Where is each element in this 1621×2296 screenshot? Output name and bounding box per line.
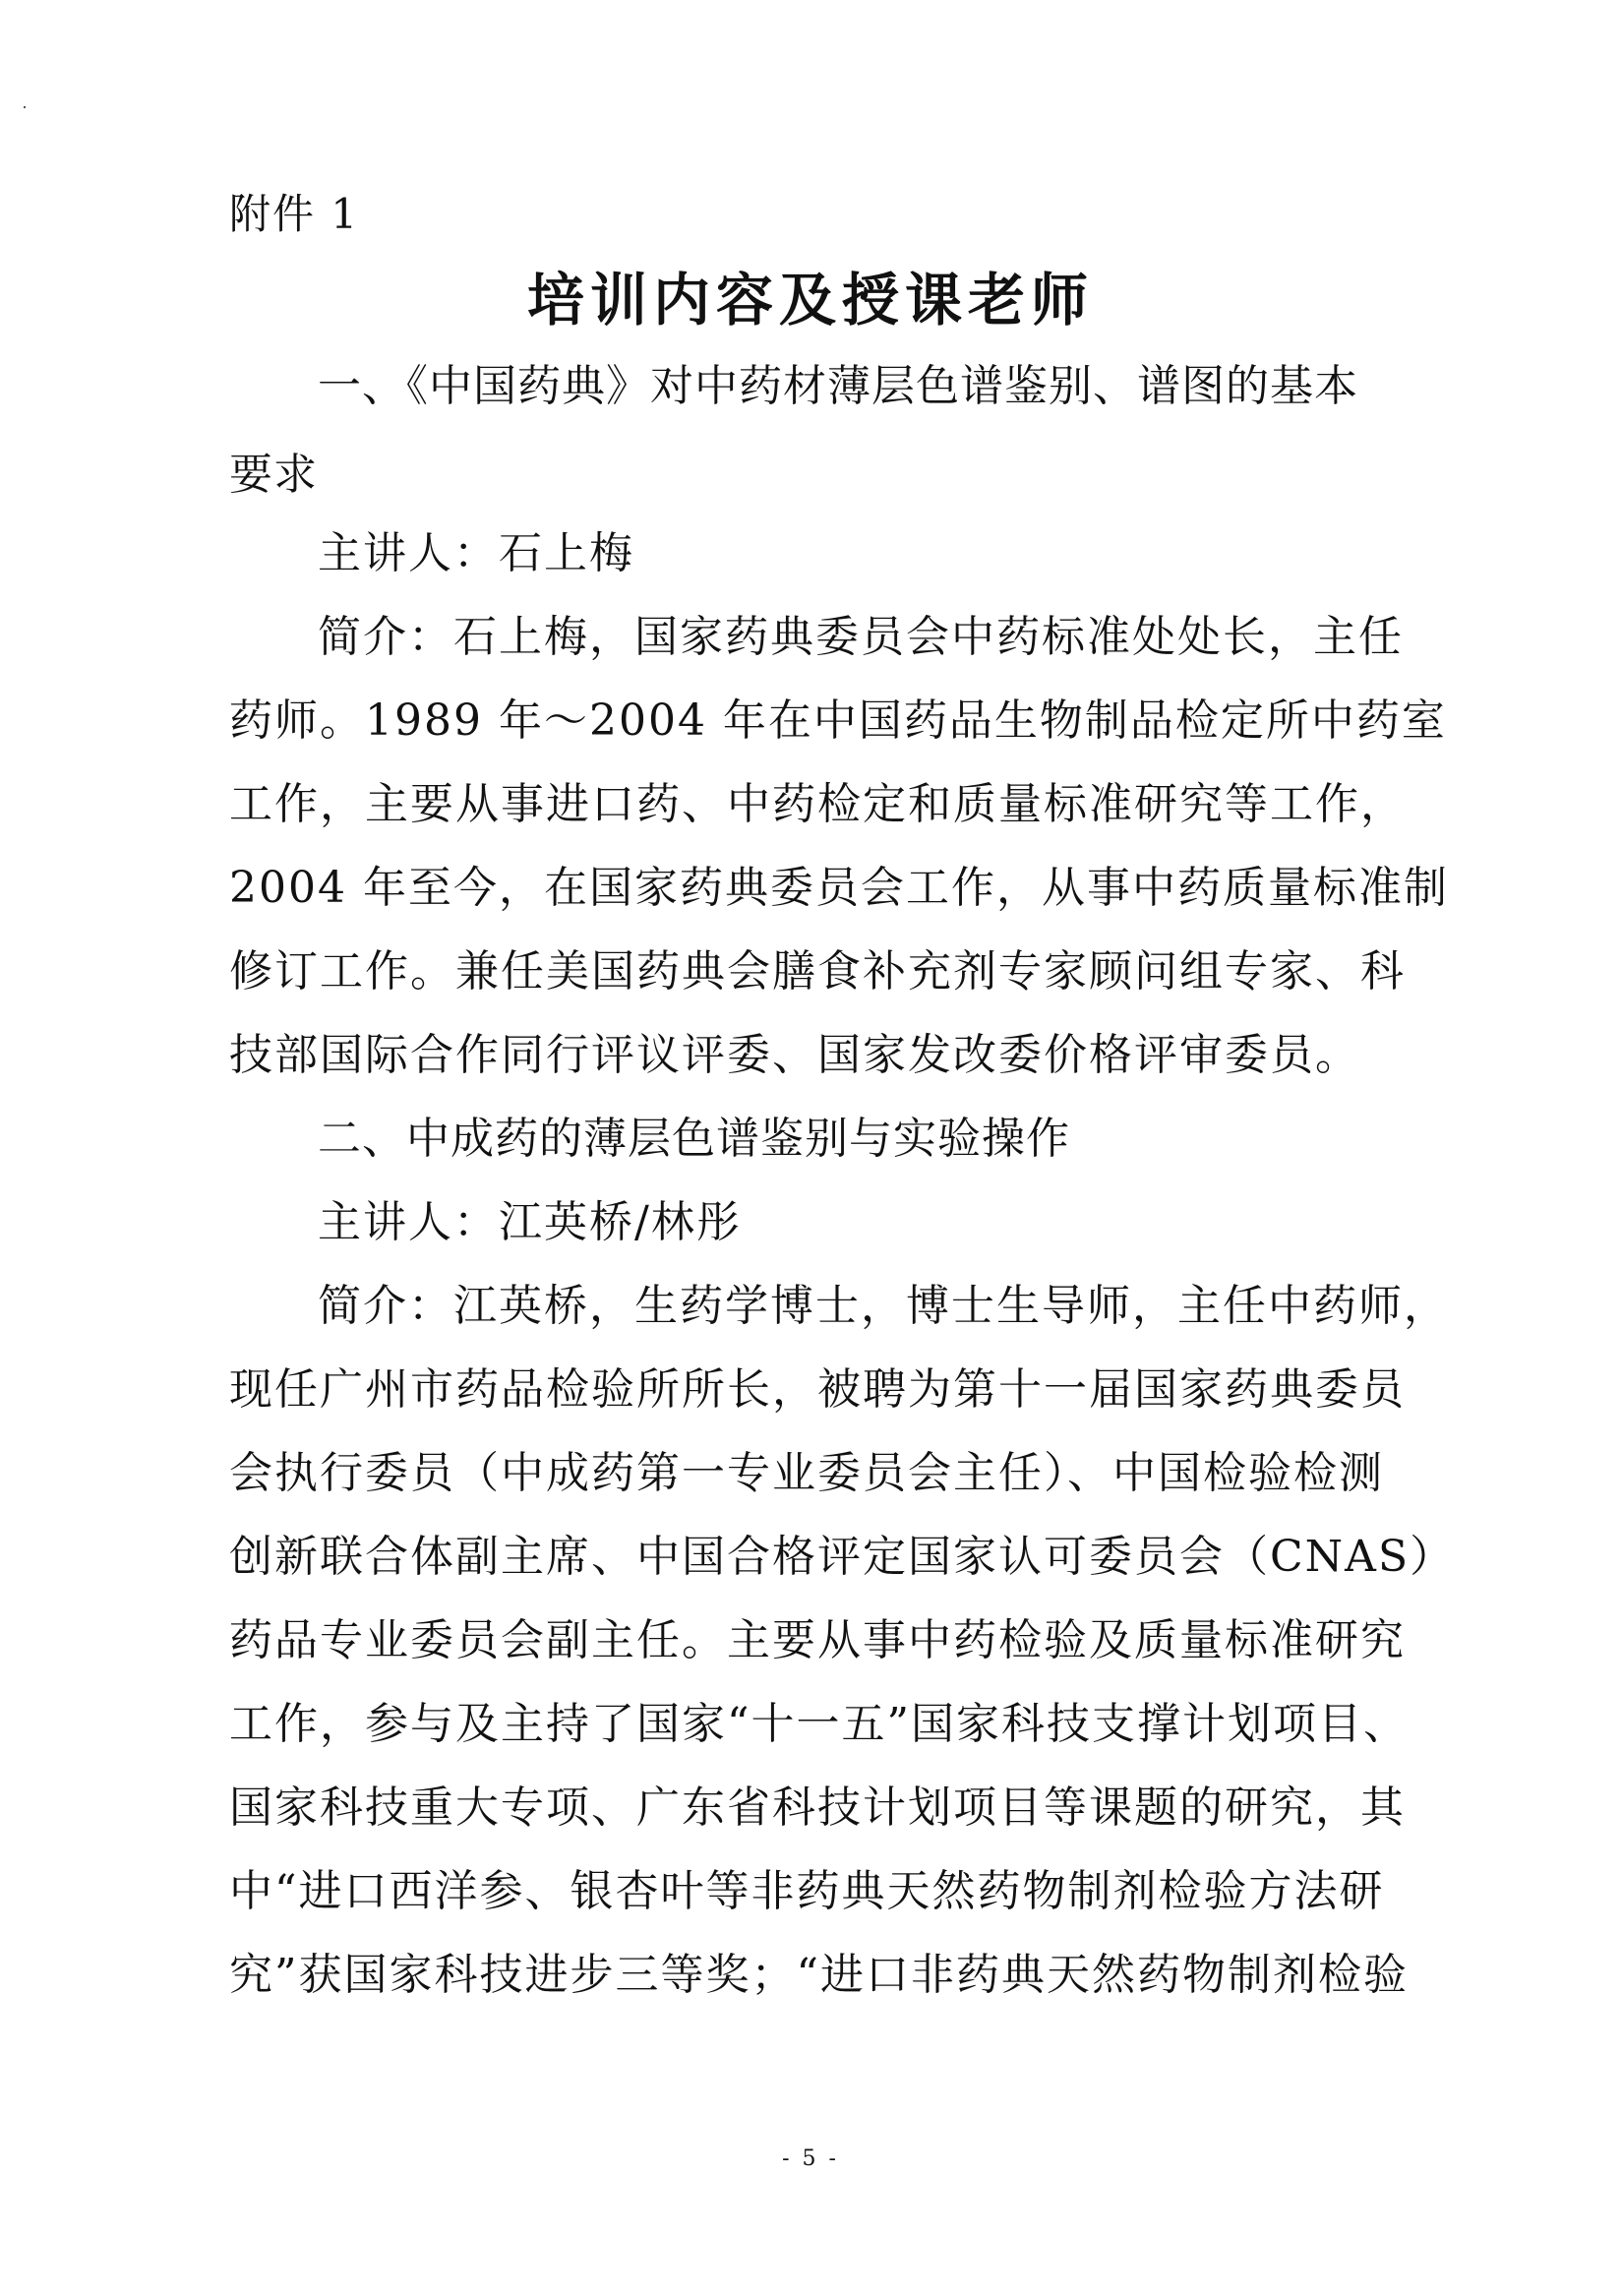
section-heading-1-cont: 要求 xyxy=(229,450,318,500)
bio-2-line-2: 现任广州市药品检验所所长，被聘为第十一届国家药典委员 xyxy=(229,1364,1406,1415)
section-heading-1: 一、《中国药典》对中药材薄层色谱鉴别、谱图的基本 xyxy=(318,361,1358,411)
bio-2-line-1: 简介：江英桥，生药学博士，博士生导师，主任中药师， xyxy=(318,1281,1449,1331)
bio-2-line-4: 创新联合体副主席、中国合格评定国家认可委员会（CNAS） xyxy=(229,1532,1456,1582)
bio-2-line-7: 国家科技重大专项、广东省科技计划项目等课题的研究，其 xyxy=(229,1782,1406,1833)
bio-1-line-6: 技部国际合作同行评议评委、国家发改委价格评审委员。 xyxy=(229,1030,1360,1080)
bio-2-line-6: 工作，参与及主持了国家“十一五”国家科技支撑计划项目、 xyxy=(229,1699,1409,1749)
bio-1-line-2: 药师。1989 年～2004 年在中国药品生物制品检定所中药室 xyxy=(229,695,1447,746)
page-number: - 5 - xyxy=(782,2146,839,2171)
bio-1-line-3: 工作，主要从事进口药、中药检定和质量标准研究等工作， xyxy=(229,779,1406,829)
bio-2-line-5: 药品专业委员会副主任。主要从事中药检验及质量标准研究 xyxy=(229,1615,1406,1665)
bio-1-line-4: 2004 年至今，在国家药典委员会工作，从事中药质量标准制 xyxy=(229,863,1449,913)
bio-1-line-5: 修订工作。兼任美国药典会膳食补充剂专家顾问组专家、科 xyxy=(229,946,1406,997)
bio-2-line-8: 中“进口西洋参、银杏叶等非药典天然药物制剂检验方法研 xyxy=(229,1866,1385,1916)
document-title: 培训内容及授课老师 xyxy=(526,267,1094,333)
lecturer-1: 主讲人：石上梅 xyxy=(318,528,634,578)
bio-2-line-9: 究”获国家科技进步三等奖；“进口非药典天然药物制剂检验 xyxy=(229,1950,1409,2000)
bio-2-line-3: 会执行委员（中成药第一专业委员会主任）、中国检验检测 xyxy=(229,1448,1384,1498)
section-heading-2: 二、中成药的薄层色谱鉴别与实验操作 xyxy=(318,1114,1070,1164)
attachment-label: 附件 1 xyxy=(229,190,360,238)
bio-1-line-1: 简介：石上梅，国家药典委员会中药标准处处长，主任 xyxy=(318,612,1404,662)
scan-artifact xyxy=(24,106,26,108)
lecturer-2: 主讲人：江英桥/林彤 xyxy=(318,1197,742,1247)
